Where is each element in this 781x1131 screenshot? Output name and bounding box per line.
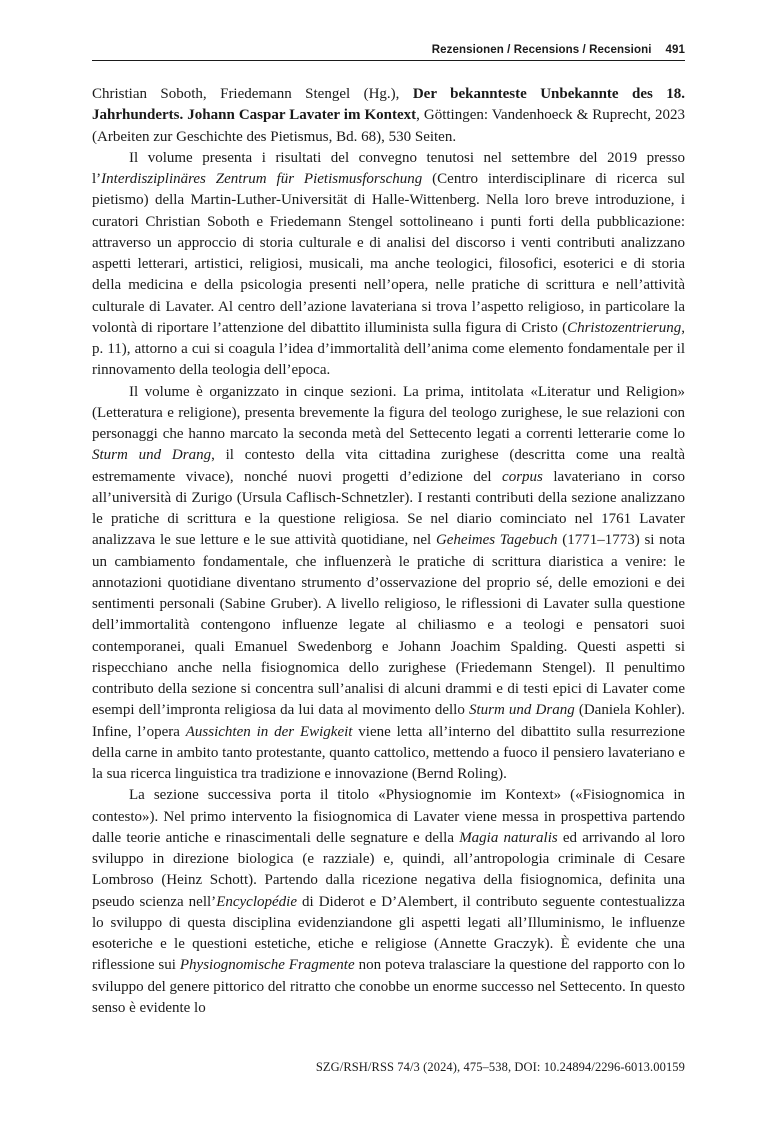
italic-run: Encyclopédie	[216, 893, 297, 910]
paragraph-section-one	[92, 382, 685, 786]
paragraph-section-two	[92, 785, 685, 1019]
italic-run: Christozentrierung	[567, 319, 682, 336]
footer-citation: SZG/RSH/RSS 74/3 (2024), 475–538, DOI: 10.24894/2296-6013.00159	[315, 1060, 685, 1074]
text-run: Christian Soboth, Friedemann Stengel (Hg.),	[92, 86, 413, 102]
text-run: , Göttingen: Vandenhoeck & Ruprecht, 2023 (Arbeiten zur Geschichte des Pietismus, Bd. 68), 530 Seiten.	[92, 107, 685, 145]
text-run: non poteva tralasciare la questione del rapporto con lo sviluppo del genere pittorico del ritratto che conobbe un enorme successo nel Settecento. In questo senso è evidente lo	[92, 957, 685, 1016]
text-run: (Centro interdisciplinare di ricerca sul pietismo) della Martin-Luther-Universität di Halle-Wittenberg. Nella loro breve introduzione, i curatori Christian Soboth e Friedemann Stengel sottolineano i punti forti della pubblicazione: attraverso un approccio di storia culturale e di analisi del discorso i venti contributi analizzano aspetti letterari, artistici, religiosi, musicali, ma anche teologici, filosofici, esoterici e di storia della medicina e della psicologia presenti nell’opera, nelle pratiche di scrittura e nell’attività culturale di Lavater. Al centro dell’azione lavateriana si trova l’aspetto religioso, in particolare la volontà di riportare l’attenzione del dibattito illuminista sulla figura di Cristo (	[92, 171, 685, 336]
italic-run: Sturm und Drang	[92, 447, 212, 464]
paragraph-introduction	[92, 148, 685, 382]
text-run: Il volume presenta i risultati del convegno tenutosi nel settembre del 2019 presso l’	[92, 149, 685, 187]
text-run: lavateriano in corso all’università di Zurigo (Ursula Caflisch-Schnetzler). I restanti contributi della sezione analizzano le pratiche di scrittura e la questione religiosa. Se nel diario cominciato nel 1761 Lavater analizzava le sue letture e le sue attività quotidiane, nel	[92, 468, 685, 549]
page-number: 491	[665, 44, 685, 56]
bold-run: Der bekannteste Unbekannte des 18. Jahrhunderts. Johann Caspar Lavater im Kontext	[92, 86, 685, 124]
running-head	[92, 44, 685, 61]
text-run: (1771–1773) si nota un cambiamento fondamentale, che influenzerà le pratiche di scrittura diaristica a venire: le annotazioni quotidiane diventano strumento d’osservazione del proprio sé, delle emozioni e dei sentimenti personali (Sabine Gruber). A livello religioso, le riflessioni di Lavater sulla questione dell’immortalità contengono influenze legate al chiliasmo e a teologi e pensatori suoi contemporanei, quali Emanuel Swedenborg e Johann Joachim Spalding. Questi aspetti si rispecchiano anche nella fisiognomica dello zurighese (Friedemann Stengel). Il penultimo contributo della sezione si concentra sull’analisi di alcuni drammi e di testi epici di Lavater come esempi dell’impronta religiosa da lui data al movimento dello	[92, 532, 685, 719]
italic-run: Sturm und Drang	[468, 702, 575, 719]
running-title: Rezensionen / Recensions / Recensioni	[431, 44, 652, 56]
text-run: La sezione successiva porta il titolo «Physiognomie im Kontext» («Fisiognomica in contesto»). Nel primo intervento la fisiognomica di Lavater viene messa in prospettiva partendo dalle teorie antiche e rinascimentali delle segnature e della	[92, 787, 685, 846]
italic-run: Interdisziplinäres Zentrum für Pietismusforschung	[101, 171, 423, 187]
text-run: (Daniela Kohler). Infine, l’opera	[92, 702, 685, 740]
text-run: , il contesto della vita cittadina zurighese (descritta come una realtà estremamente vivace), nonché nuovi progetti d’edizione del	[92, 447, 685, 485]
text-run: ed arrivando al loro sviluppo in direzione biologica (e razziale) e, quindi, all’antropologia criminale di Cesare Lombroso (Heinz Schott). Partendo dalla ricezione negativa della fisiognomica, definita una pseudo scienza nell’	[92, 829, 685, 910]
bibliographic-entry	[92, 84, 685, 148]
italic-run: Magia naturalis	[459, 829, 558, 846]
italic-run: Geheimes Tagebuch	[435, 532, 558, 549]
italic-run: corpus	[502, 468, 543, 485]
text-run: di Diderot e D’Alembert, il contributo seguente contestualizza lo sviluppo di questa disciplina evidenziandone gli aspetti legati all’Illuminismo, le influenze esoteriche e le questioni estetiche, etiche e religiose (Annette Graczyk). È evidente che una riflessione sui	[92, 893, 685, 974]
review-body	[92, 84, 685, 1019]
italic-run: Aussichten in der Ewigkeit	[185, 723, 353, 740]
text-run: viene letta all’interno del dibattito sulla resurrezione della carne in ambito tanto protestante, quanto cattolico, mettendo a fuoco il pensiero lavateriano e la sua ricerca linguistica tra tradizione e innovazione (Bernd Roling).	[92, 723, 685, 782]
italic-run: Physiognomische Fragmente	[179, 957, 355, 974]
text-run: Il volume è organizzato in cinque sezioni. La prima, intitolata «Literatur und Religion» (Letteratura e religione), presenta brevemente la figura del teologo zurighese, le sue relazioni con personaggi che hanno marcato la seconda metà del Settecento legati a correnti letterarie come lo	[92, 383, 685, 442]
text-run: , p. 11), attorno a cui si coagula l’idea d’immortalità dell’anima come elemento fondamentale per il rinnovamento della teologia dell’epoca.	[92, 319, 685, 379]
